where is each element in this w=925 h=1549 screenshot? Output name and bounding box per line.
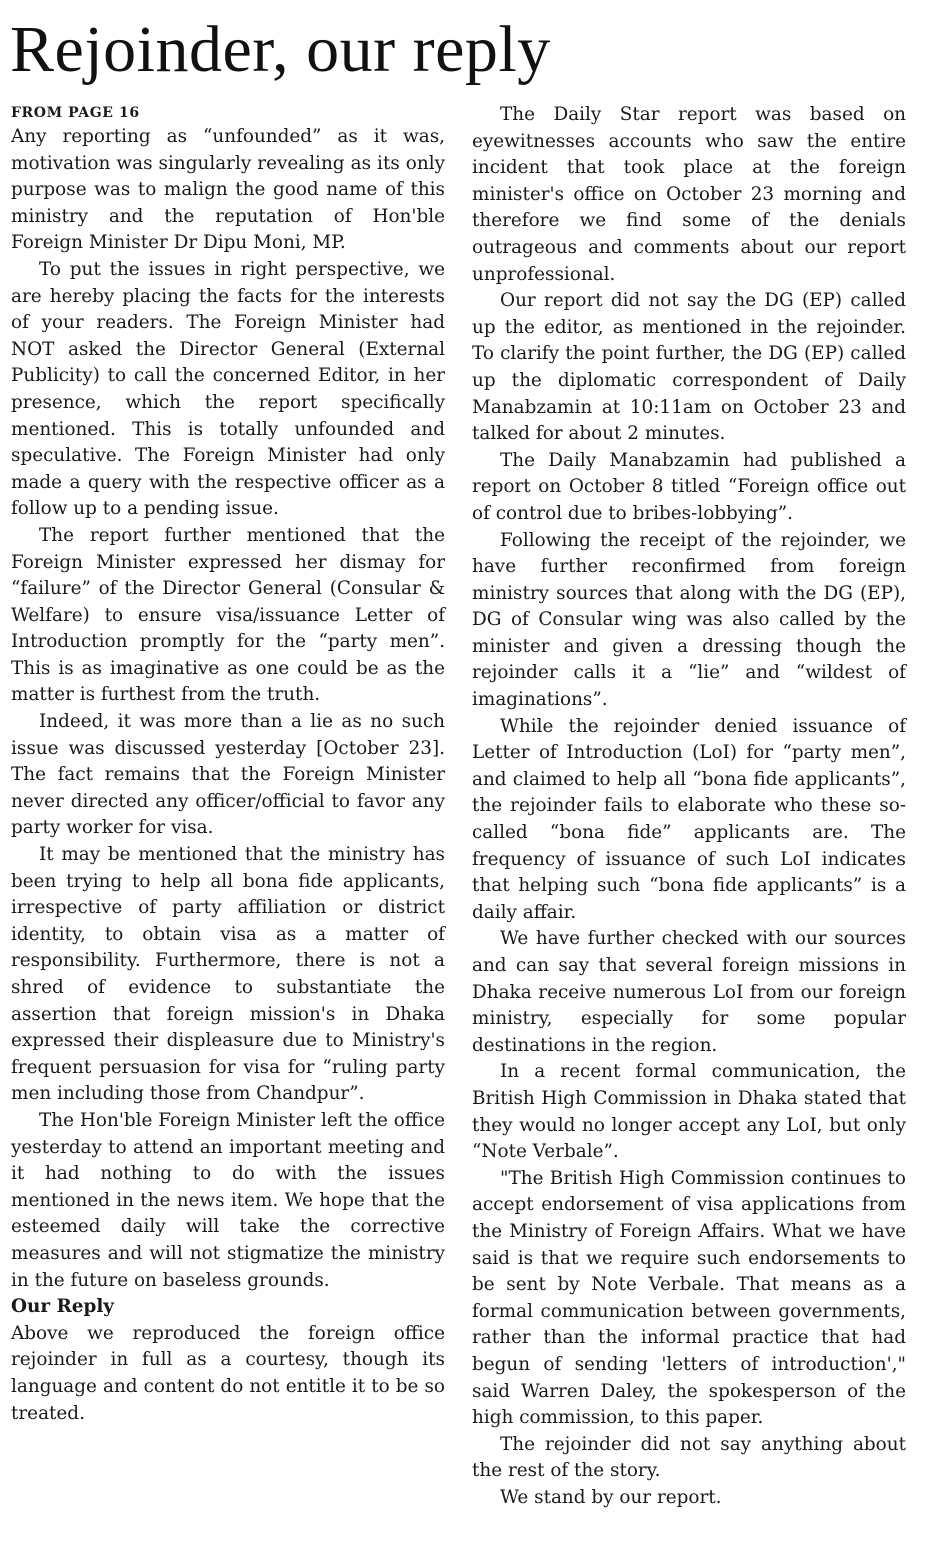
headline: Rejoinder, our reply	[10, 13, 551, 86]
our-reply-heading: Our Reply	[11, 1296, 114, 1318]
paragraph: The report further mentioned that the Foreign Minister expressed her dismay for “failure” of the Director General (Consular & Welfare) to ensure visa/issuance Letter of Introduction promptly for the “party men”. This is as imaginative as one could be as the matter is furthest from the truth.	[11, 524, 445, 706]
paragraph: The Daily Star report was based on eyewitnesses accounts who saw the entire incident that took place at the foreign minister's office on October 23 morning and therefore we find some of the denials outrageous and comments about our report unprofessional.	[472, 104, 906, 285]
paragraph: In a recent formal communication, the British High Commission in Dhaka stated that they would no longer accept any LoI, but only “Note Verbale”.	[472, 1061, 906, 1163]
paragraph: The Daily Manabzamin had published a report on October 8 titled “Foreign office out of control due to bribes-lobbying”.	[472, 449, 906, 524]
left-column	[11, 102, 445, 1427]
paragraph: Indeed, it was more than a lie as no such issue was discussed yesterday [October 23]. The fact remains that the Foreign Minister never directed any officer/official to favor any party worker for visa.	[11, 711, 445, 839]
paragraph: We have further checked with our sources and can say that several foreign missions in Dhaka receive numerous LoI from our foreign ministry, especially for some popular destinations in the region.	[472, 928, 906, 1056]
paragraph: While the rejoinder denied issuance of Letter of Introduction (LoI) for “party men”, and claimed to help all “bona fide applicants”, the rejoinder fails to elaborate who these so-called “bona fide” applicants are. The frequency of issuance of such LoI indicates that helping such “bona fide applicants” is a daily affair.	[472, 715, 906, 923]
paragraph: Any reporting as “unfounded” as it was, motivation was singularly revealing as its only purpose was to malign the good name of this ministry and the reputation of Hon'ble Foreign Minister Dr Dipu Moni, MP.	[11, 126, 445, 254]
paragraph: The Hon'ble Foreign Minister left the office yesterday to attend an important meeting and it had nothing to do with the issues mentioned in the news item. We hope that the esteemed daily will take the corrective measures and will not stigmatize the ministry in the future on baseless grounds.	[11, 1109, 445, 1291]
paragraph: It may be mentioned that the ministry has been trying to help all bona fide applicants, irrespective of party affiliation or district identity, to obtain visa as a matter of responsibility. Furthermore, there is not a shred of evidence to substantiate the assertion that foreign mission's in Dhaka expressed their displeasure due to Ministry's frequent persuasion for visa for “ruling party men including those from Chandpur”.	[11, 844, 445, 1105]
paragraph: "The British High Commission continues to accept endorsement of visa applications from the Ministry of Foreign Affairs. What we have said is that we require such endorsements to be sent by Note Verbale. That means as a formal communication between governments, rather than the informal practice that had begun of sending 'letters of introduction'," said Warren Daley, the spokesperson of the high commission, to this paper.	[472, 1167, 906, 1429]
kicker-from-page: FROM PAGE 16	[11, 105, 140, 121]
paragraph: The rejoinder did not say anything about the rest of the story.	[472, 1433, 906, 1482]
paragraph: We stand by our report.	[500, 1486, 722, 1508]
paragraph: Above we reproduced the foreign office rejoinder in full as a courtesy, though its language and content do not entitle it to be so treated.	[11, 1322, 445, 1424]
paragraph: Our report did not say the DG (EP) called up the editor, as mentioned in the rejoinder. To clarify the point further, the DG (EP) called up the diplomatic correspondent of Daily Manabzamin at 10:11am on October 23 and talked for about 2 minutes.	[472, 290, 906, 445]
paragraph: To put the issues in right perspective, we are hereby placing the facts for the interests of your readers. The Foreign Minister had NOT asked the Director General (External Publicity) to call the concerned Editor, in her presence, which the report specifically mentioned. This is totally unfounded and speculative. The Foreign Minister had only made a query with the respective officer as a follow up to a pending issue.	[11, 258, 445, 520]
paragraph: Following the receipt of the rejoinder, we have further reconfirmed from foreign ministry sources that along with the DG (EP), DG of Consular wing was also called by the minister and given a dressing though the rejoinder calls it a “lie” and “wildest of imaginations”.	[472, 529, 906, 711]
right-column	[472, 102, 906, 1511]
